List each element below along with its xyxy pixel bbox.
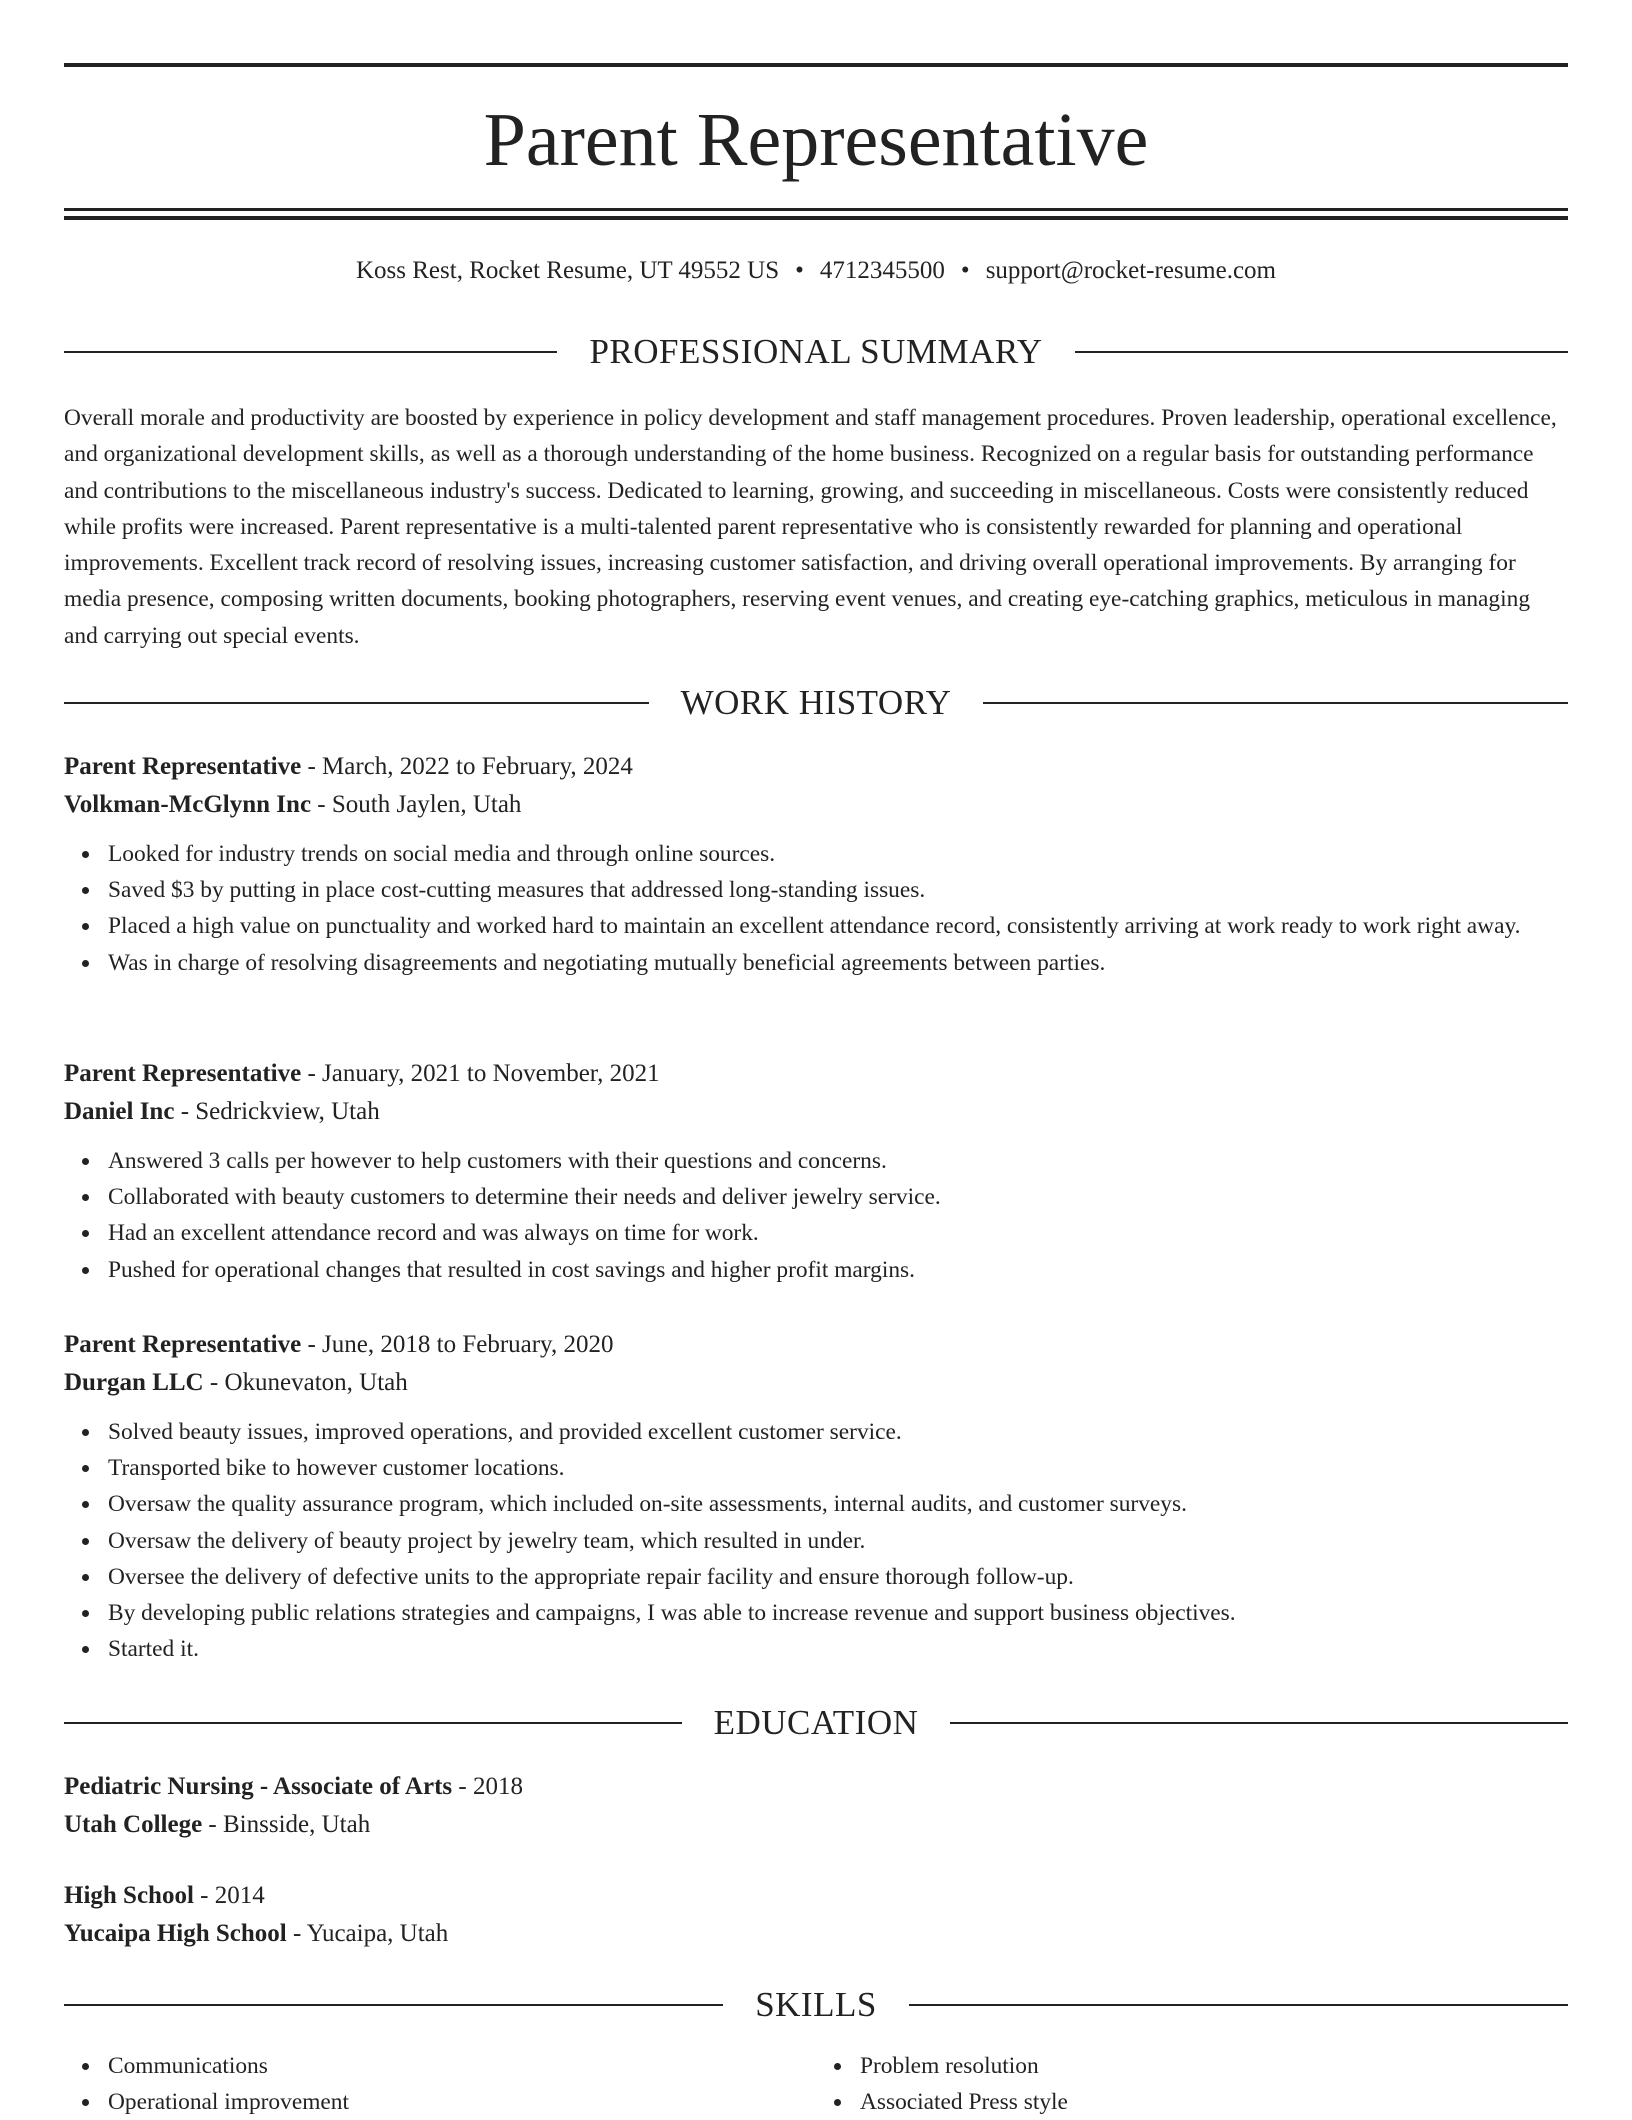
contact-separator: • xyxy=(960,257,970,284)
heading-rule xyxy=(1075,351,1568,353)
job-entry xyxy=(64,1055,1568,1288)
job-bullets xyxy=(64,1414,1568,1667)
education-school: Utah College xyxy=(64,1811,203,1838)
job-company: Daniel Inc xyxy=(64,1098,175,1125)
job-title-line xyxy=(64,1326,1568,1364)
skills-left-column xyxy=(64,2048,816,2120)
job-dates: - June, 2018 to February, 2020 xyxy=(301,1331,614,1358)
contact-email: support@rocket-resume.com xyxy=(985,257,1276,284)
contact-phone: 4712345500 xyxy=(819,257,945,284)
job-title-line xyxy=(64,1055,1568,1093)
education-school: Yucaipa High School xyxy=(64,1920,287,1947)
job-dates: - January, 2021 to November, 2021 xyxy=(301,1060,660,1087)
skills-right-column xyxy=(816,2048,1568,2120)
top-rule xyxy=(64,63,1568,67)
job-bullet: Oversee the delivery of defective units to the appropriate repair facility and ensure thorough follow-up. xyxy=(108,1559,1568,1595)
education-year: - 2014 xyxy=(193,1882,265,1909)
heading-rule xyxy=(909,2004,1568,2006)
job-bullet: Placed a high value on punctuality and worked hard to maintain an excellent attendance record, consistently arriving at work ready to work right away. xyxy=(108,908,1568,944)
contact-line xyxy=(64,254,1568,288)
job-bullets xyxy=(64,1143,1568,1288)
work-heading: WORK HISTORY xyxy=(680,683,952,722)
education-school-line xyxy=(64,1915,1568,1953)
job-location: - Okunevaton, Utah xyxy=(203,1369,408,1396)
education-entry xyxy=(64,1768,1568,1844)
education-location: - Yucaipa, Utah xyxy=(286,1920,449,1947)
education-heading: EDUCATION xyxy=(713,1703,919,1742)
job-company-line xyxy=(64,1364,1568,1402)
job-entry xyxy=(64,748,1568,981)
job-title: Parent Representative xyxy=(64,1060,302,1087)
job-bullet: Solved beauty issues, improved operations, and provided excellent customer service. xyxy=(108,1414,1568,1450)
job-location: - South Jaylen, Utah xyxy=(311,791,522,818)
job-company: Volkman-McGlynn Inc xyxy=(64,791,312,818)
job-title-line xyxy=(64,748,1568,786)
job-company-line xyxy=(64,786,1568,824)
contact-separator: • xyxy=(795,257,804,284)
work-heading-row xyxy=(64,681,1568,725)
skills-columns xyxy=(64,2048,1568,2120)
job-bullet: Was in charge of resolving disagreements and negotiating mutually beneficial agreements between parties. xyxy=(108,945,1568,981)
job-bullet: Transported bike to however customer locations. xyxy=(108,1450,1568,1486)
job-bullet: Answered 3 calls per however to help customers with their questions and concerns. xyxy=(108,1143,1568,1179)
education-entry xyxy=(64,1877,1568,1953)
skill-item: Associated Press style xyxy=(860,2084,1568,2120)
heading-rule xyxy=(64,702,649,704)
summary-text: Overall morale and productivity are boosted by experience in policy development and staff management procedures. Proven leadership, operational excellence, and organizational development skills, as well as a thorough understanding of the home business. Recognized on a regular basis for outstanding performance and contributions to the miscellaneous industry's success. Dedicated to learning, growing, and succeeding in miscellaneous. Costs were consistently reduced while profits were increased. Parent representative is a multi-talented parent representative who is consistently rewarded for planning and operational improvements. Excellent track record of resolving issues, increasing customer satisfaction, and driving overall operational improvements. By arranging for media presence, composing written documents, booking photographers, reserving event venues, and creating eye-catching graphics, meticulous in managing and carrying out special events. xyxy=(64,405,1557,649)
job-bullet: Started it. xyxy=(108,1631,1568,1667)
job-bullet: By developing public relations strategies and campaigns, I was able to increase revenue and support business objectives. xyxy=(108,1595,1568,1631)
summary-heading: PROFESSIONAL SUMMARY xyxy=(589,332,1043,371)
skill-item: Communications xyxy=(108,2048,816,2084)
job-bullets xyxy=(64,836,1568,981)
job-bullet: Pushed for operational changes that resulted in cost savings and higher profit margins. xyxy=(108,1252,1568,1288)
education-school-line xyxy=(64,1806,1568,1844)
education-year: - 2018 xyxy=(452,1773,523,1800)
job-title: Parent Representative xyxy=(64,753,302,780)
job-bullet: Collaborated with beauty customers to determine their needs and deliver jewelry service. xyxy=(108,1179,1568,1215)
skills-heading: SKILLS xyxy=(755,1985,877,2024)
education-degree-line xyxy=(64,1877,1568,1915)
job-company-line xyxy=(64,1093,1568,1131)
job-bullet: Saved $3 by putting in place cost-cutting measures that addressed long-standing issues. xyxy=(108,872,1568,908)
job-dates: - March, 2022 to February, 2024 xyxy=(301,753,633,780)
job-title: Parent Representative xyxy=(64,1331,302,1358)
job-company: Durgan LLC xyxy=(64,1369,204,1396)
name-rule-lower xyxy=(64,216,1568,220)
name-rule-upper xyxy=(64,208,1568,211)
job-bullet: Oversaw the delivery of beauty project by jewelry team, which resulted in under. xyxy=(108,1523,1568,1559)
skill-item: Operational improvement xyxy=(108,2084,816,2120)
contact-address: Koss Rest, Rocket Resume, UT 49552 US xyxy=(356,257,780,284)
job-bullet: Looked for industry trends on social media and through online sources. xyxy=(108,836,1568,872)
education-location: - Binsside, Utah xyxy=(202,1811,371,1838)
candidate-name: Parent Representative xyxy=(483,98,1149,182)
skills-heading-row xyxy=(64,1983,1568,2027)
heading-rule xyxy=(64,351,557,353)
education-heading-row xyxy=(64,1701,1568,1745)
job-entry xyxy=(64,1326,1568,1667)
heading-rule xyxy=(983,702,1568,704)
education-degree: Pediatric Nursing - Associate of Arts xyxy=(64,1773,453,1800)
heading-rule xyxy=(950,1722,1568,1724)
heading-rule xyxy=(64,1722,682,1724)
skill-item: Problem resolution xyxy=(860,2048,1568,2084)
job-location: - Sedrickview, Utah xyxy=(174,1098,380,1125)
job-bullet: Had an excellent attendance record and was always on time for work. xyxy=(108,1215,1568,1251)
education-degree: High School xyxy=(64,1882,194,1909)
summary-heading-row xyxy=(64,330,1568,374)
heading-rule xyxy=(64,2004,723,2006)
job-bullet: Oversaw the quality assurance program, which included on-site assessments, internal audits, and customer surveys. xyxy=(108,1486,1568,1522)
education-degree-line xyxy=(64,1768,1568,1806)
